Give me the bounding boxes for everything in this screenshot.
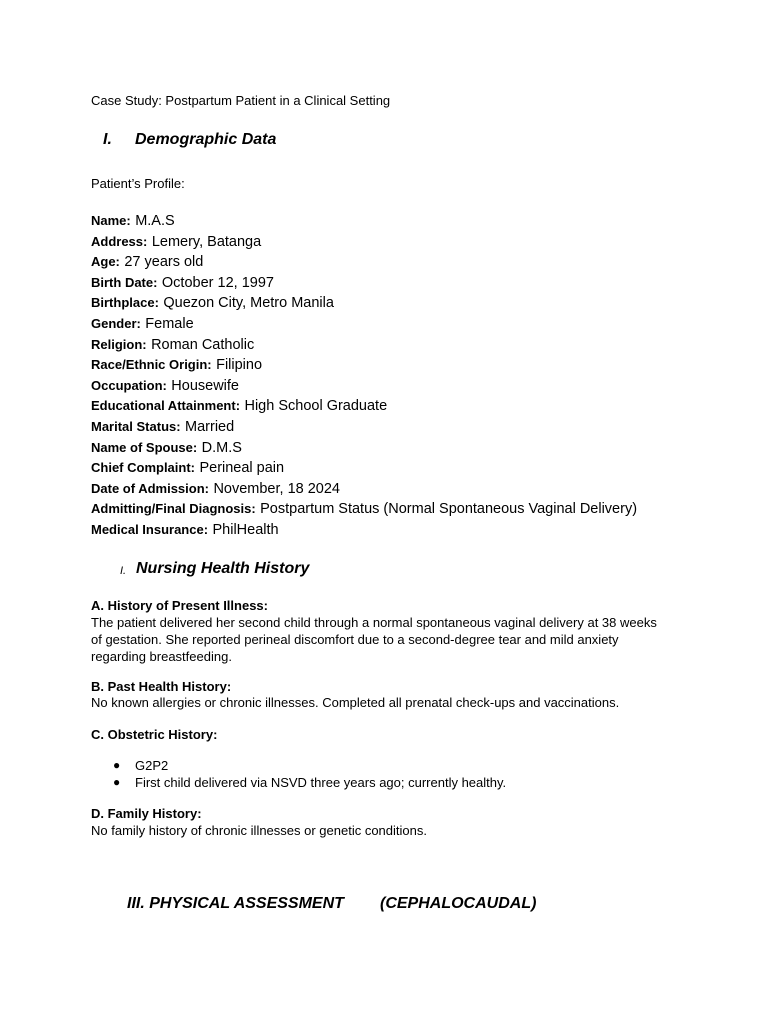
field-label: Age: — [91, 254, 120, 270]
field-value: Housewife — [171, 377, 239, 394]
field-value: October 12, 1997 — [161, 274, 274, 291]
list-item — [113, 757, 506, 774]
field-chief-complaint — [91, 458, 637, 479]
field-race-ethnic-origin — [91, 355, 637, 376]
obstetric-heading: C. Obstetric History: — [91, 727, 218, 742]
field-marital-status — [91, 417, 637, 438]
list-item-text: First child delivered via NSVD three years ago; currently healthy. — [135, 775, 507, 790]
past-health-heading: B. Past Health History: — [91, 679, 232, 694]
field-value: PhilHealth — [212, 521, 279, 538]
section-number: I. — [120, 565, 127, 577]
section-number: I. — [103, 131, 112, 148]
obstetric-list — [113, 757, 506, 791]
patient-profile-label: Patient’s Profile: — [91, 176, 185, 191]
field-label: Marital Status: — [91, 418, 181, 434]
field-value: D.M.S — [201, 439, 242, 456]
field-label: Name of Spouse: — [91, 439, 198, 455]
field-label: Educational Attainment: — [91, 398, 241, 414]
field-label: Admitting/Final Diagnosis: — [91, 501, 256, 517]
history-present-heading: A. History of Present Illness: — [91, 598, 268, 613]
field-label: Birthplace: — [91, 295, 159, 311]
field-diagnosis — [91, 499, 637, 520]
field-label: Medical Insurance: — [91, 521, 209, 537]
field-value: High School Graduate — [244, 398, 388, 415]
field-value: Female — [145, 315, 194, 332]
family-history-heading: D. Family History: — [91, 806, 202, 821]
field-age — [91, 252, 637, 273]
list-item-text: G2P2 — [135, 758, 169, 773]
bullet-icon: ● — [113, 758, 121, 772]
field-medical-insurance — [91, 520, 637, 541]
field-value: Postpartum Status (Normal Spontaneous Vaginal Delivery) — [260, 501, 638, 518]
field-birth-date — [91, 273, 637, 294]
past-health-text: No known allergies or chronic illnesses. Completed all prenatal check-ups and vaccinations. — [91, 695, 620, 710]
section-subtitle: (CEPHALOCAUDAL) — [380, 895, 537, 912]
field-label: Race/Ethnic Origin: — [91, 357, 212, 373]
field-label: Name: — [91, 213, 131, 228]
bullet-icon: ● — [113, 775, 121, 789]
field-value: Quezon City, Metro Manila — [163, 295, 334, 312]
field-label: Occupation: — [91, 377, 167, 393]
section-heading-demographic — [103, 131, 277, 149]
field-value: Roman Catholic — [151, 336, 255, 353]
section-heading-nursing-history — [120, 560, 310, 579]
field-occupation — [91, 376, 637, 397]
patient-profile-fields — [91, 211, 637, 541]
field-value: M.A.S — [135, 213, 175, 229]
section-title: Nursing Health History — [136, 560, 310, 577]
field-gender — [91, 314, 637, 335]
field-name-of-spouse — [91, 438, 637, 459]
field-educational-attainment — [91, 396, 637, 417]
field-label: Address: — [91, 233, 148, 249]
field-value: Filipino — [216, 357, 263, 374]
field-date-of-admission — [91, 479, 637, 500]
section-title: Demographic Data — [135, 131, 277, 148]
field-name — [91, 211, 637, 232]
section-title: III. PHYSICAL ASSESSMENT — [127, 895, 344, 912]
field-label: Religion: — [91, 336, 147, 352]
field-label: Chief Complaint: — [91, 460, 195, 476]
field-label: Gender: — [91, 315, 141, 331]
field-value: Married — [185, 418, 235, 435]
field-address — [91, 232, 637, 253]
case-title: Case Study: Postpartum Patient in a Clinical Setting — [91, 93, 391, 108]
list-item — [113, 774, 506, 791]
history-present-text: The patient delivered her second child through a normal spontaneous vaginal delivery at 38 weeks of gestation. She reported perineal discomfort due to a second-degree tear and mild anxiety regarding breastfeeding. — [91, 615, 657, 664]
field-value: Lemery, Batanga — [151, 233, 262, 250]
section-heading-physical-assessment — [127, 895, 537, 913]
field-birthplace — [91, 293, 637, 314]
field-value: 27 years old — [124, 254, 204, 271]
field-religion — [91, 335, 637, 356]
field-label: Birth Date: — [91, 274, 158, 290]
field-label: Date of Admission: — [91, 480, 209, 496]
field-value: November, 18 2024 — [213, 480, 340, 497]
family-history-text: No family history of chronic illnesses or genetic conditions. — [91, 823, 427, 838]
field-value: Perineal pain — [199, 460, 285, 477]
